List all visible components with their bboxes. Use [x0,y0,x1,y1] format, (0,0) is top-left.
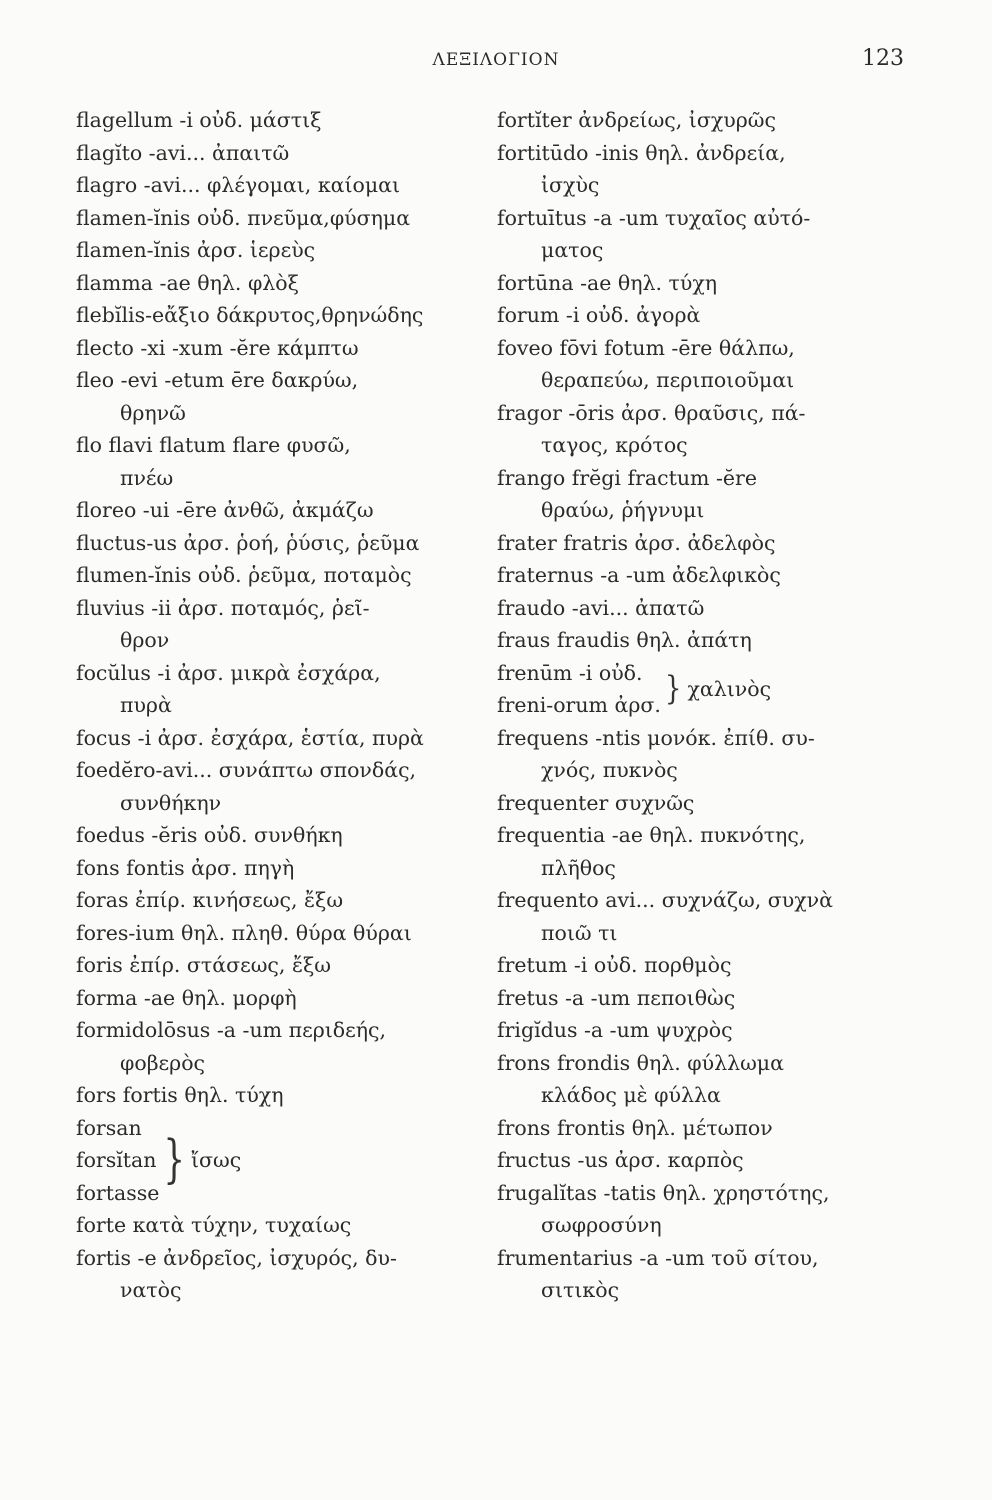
entry-line: frequentia -ae θηλ. πυκνότης, [497,823,806,847]
entry-line: freni-orum ἀρσ. [497,693,661,717]
entry-line: frequenter συχνῶς [497,790,695,815]
entry-line: fortis -e ἀνδρεῖος, ἰσχυρός, δυ- [76,1245,397,1270]
entry-line: foedus -ĕris οὐδ. συνθήκη [76,823,343,847]
entry-line: νατὸς [120,1278,182,1302]
entry-line: flebĭlis-eἄξιο δάκρυτος,θρηνώδης [76,303,424,327]
entry-line: flo flavi flatum flare φυσῶ, [76,433,351,457]
entry-line: fortuītus -a -um τυχαῖος αὐτό- [497,205,811,230]
entry-line: ἰσχὺς [541,173,600,197]
right-column [497,104,917,1307]
entry-line: flecto -xi -xum -ĕre κάμπτω [76,335,359,360]
entry-line: θρον [120,628,170,652]
entry-line: flagro -avi... φλέγομαι, καίομαι [76,173,401,197]
entry-line: fortasse [76,1180,160,1205]
entry-line: flagĭto -avi... ἀπαιτῶ [76,140,290,165]
entry-line: fretus -a -um πεποιθὼς [497,985,736,1010]
right-group-gloss: χαλινὸς [687,677,772,701]
entry-line: fores-ium θηλ. πληθ. θύρα θύραι [76,920,412,945]
page-number: 123 [862,46,904,71]
entry-line: fons fontis ἀρσ. πηγὴ [76,855,295,880]
entry-line: forma -ae θηλ. μορφὴ [76,985,297,1010]
entry-line: σιτικὸς [541,1278,620,1302]
entry-line: frequens -ntis μονόκ. ἐπίθ. συ- [497,725,815,750]
entry-line: flamma -ae θηλ. φλὸξ [76,270,299,295]
entry-line: frons frondis θηλ. φύλλωμα [497,1050,784,1075]
entry-line: ποιῶ τι [541,920,618,945]
entry-line: frequento avi... συχνάζω, συχνὰ [497,888,833,912]
entry-line: fluvius -ii ἀρσ. ποταμός, ῥεῖ- [76,595,370,620]
entry-line: κλάδος μὲ φύλλα [541,1083,721,1107]
entry-line: θεραπεύω, περιποιοῦμαι [541,368,795,392]
entry-line: πνέω [120,465,174,490]
entry-line: frango frĕgi fractum -ĕre [497,465,757,490]
left-brace: } [163,1130,186,1191]
entry-line: χνός, πυκνὸς [541,758,678,782]
entry-line: fretum -i οὐδ. πορθμὸς [497,953,732,977]
right-brace-group [497,657,917,722]
left-brace-group [76,1112,496,1210]
entry-line: foras ἐπίρ. κινήσεως, ἔξω [76,888,344,912]
entry-line: forum -i οὐδ. ἀγορὰ [497,303,701,327]
entry-line: focus -i ἀρσ. ἐσχάρα, ἑστία, πυρὰ [76,725,424,750]
entry-line: flumen-ĭnis οὐδ. ῥεῦμα, ποταμὸς [76,563,412,587]
running-title: ΛΕΞΙΛΟΓΙΟΝ [432,50,560,70]
entry-line: frater fratris ἀρσ. ἀδελφὸς [497,530,776,555]
right-entries [497,104,917,657]
left-group-gloss: ἴσως [191,1148,242,1173]
entry-line: forsĭtan [76,1148,157,1172]
entry-line: fragor -ōris ἀρσ. θραῦσις, πά- [497,400,806,425]
right-tail-entries [497,722,917,1307]
left-group-heads [76,1112,159,1210]
entry-line: floreo -ui -ēre ἀνθῶ, ἀκμάζω [76,498,374,522]
entry-line: fortūna -ae θηλ. τύχη [497,270,718,295]
entry-line: forte κατὰ τύχην, τυχαίως [76,1213,352,1237]
entry-line: forsan [76,1115,142,1140]
entry-line: fors fortis θηλ. τύχη [76,1083,284,1107]
entry-line: fortĭter ἀνδρείως, ἰσχυρῶς [497,108,776,132]
entry-line: fraternus -a -um ἀδελφικὸς [497,563,781,587]
entry-line: flamen-ĭnis οὐδ. πνεῦμα,φύσημα [76,205,411,230]
entry-line: fraudo -avi... ἀπατῶ [497,595,705,620]
entry-line: flagellum -i οὐδ. μάστιξ [76,108,322,132]
left-column [76,104,496,1307]
entry-line: foveo fōvi fotum -ēre θάλπω, [497,335,795,360]
entry-line: foris ἐπίρ. στάσεως, ἔξω [76,953,331,977]
entry-line: formidolōsus -a -um περιδεής, [76,1018,387,1042]
entry-line: θρηνῶ [120,400,186,425]
entry-line: fortitūdo -inis θηλ. ἀνδρεία, [497,140,786,165]
entry-line: frigĭdus -a -um ψυχρὸς [497,1018,733,1042]
right-group-heads [497,657,661,722]
entry-line: ταγος, κρότος [541,433,688,457]
entry-line: foedĕro-avi... συνάπτω σπονδάς, [76,758,417,782]
entry-line: flamen-ĭnis ἀρσ. ἱερεὺς [76,238,316,262]
entry-line: φοβερὸς [120,1050,206,1075]
entry-line: πλῆθος [541,855,616,880]
entry-line: focŭlus -i ἀρσ. μικρὰ ἐσχάρα, [76,660,381,685]
entry-line: fructus -us ἀρσ. καρπὸς [497,1148,744,1172]
left-entries [76,104,496,1112]
entry-line: fraus fraudis θηλ. ἀπάτη [497,628,752,652]
entry-line: fluctus-us ἀρσ. ῥοή, ῥύσις, ῥεῦμα [76,530,420,555]
entry-line: frugalĭtas -tatis θηλ. χρηστότης, [497,1180,830,1205]
entry-line: ματος [541,238,604,262]
entry-line: θραύω, ῥήγνυμι [541,498,705,522]
entry-line: fleo -evi -etum ēre δακρύω, [76,368,359,392]
entry-line: πυρὰ [120,693,172,717]
left-tail-entries [76,1209,496,1307]
entry-line: frenūm -i οὐδ. [497,660,643,685]
entry-line: frons frontis θηλ. μέτωπον [497,1115,773,1140]
entry-line: σωφροσύνη [541,1213,662,1237]
entry-line: frumentarius -a -um τοῦ σίτου, [497,1245,819,1270]
right-brace: } [664,670,682,708]
entry-line: συνθήκην [120,790,222,815]
page-header [0,46,992,76]
